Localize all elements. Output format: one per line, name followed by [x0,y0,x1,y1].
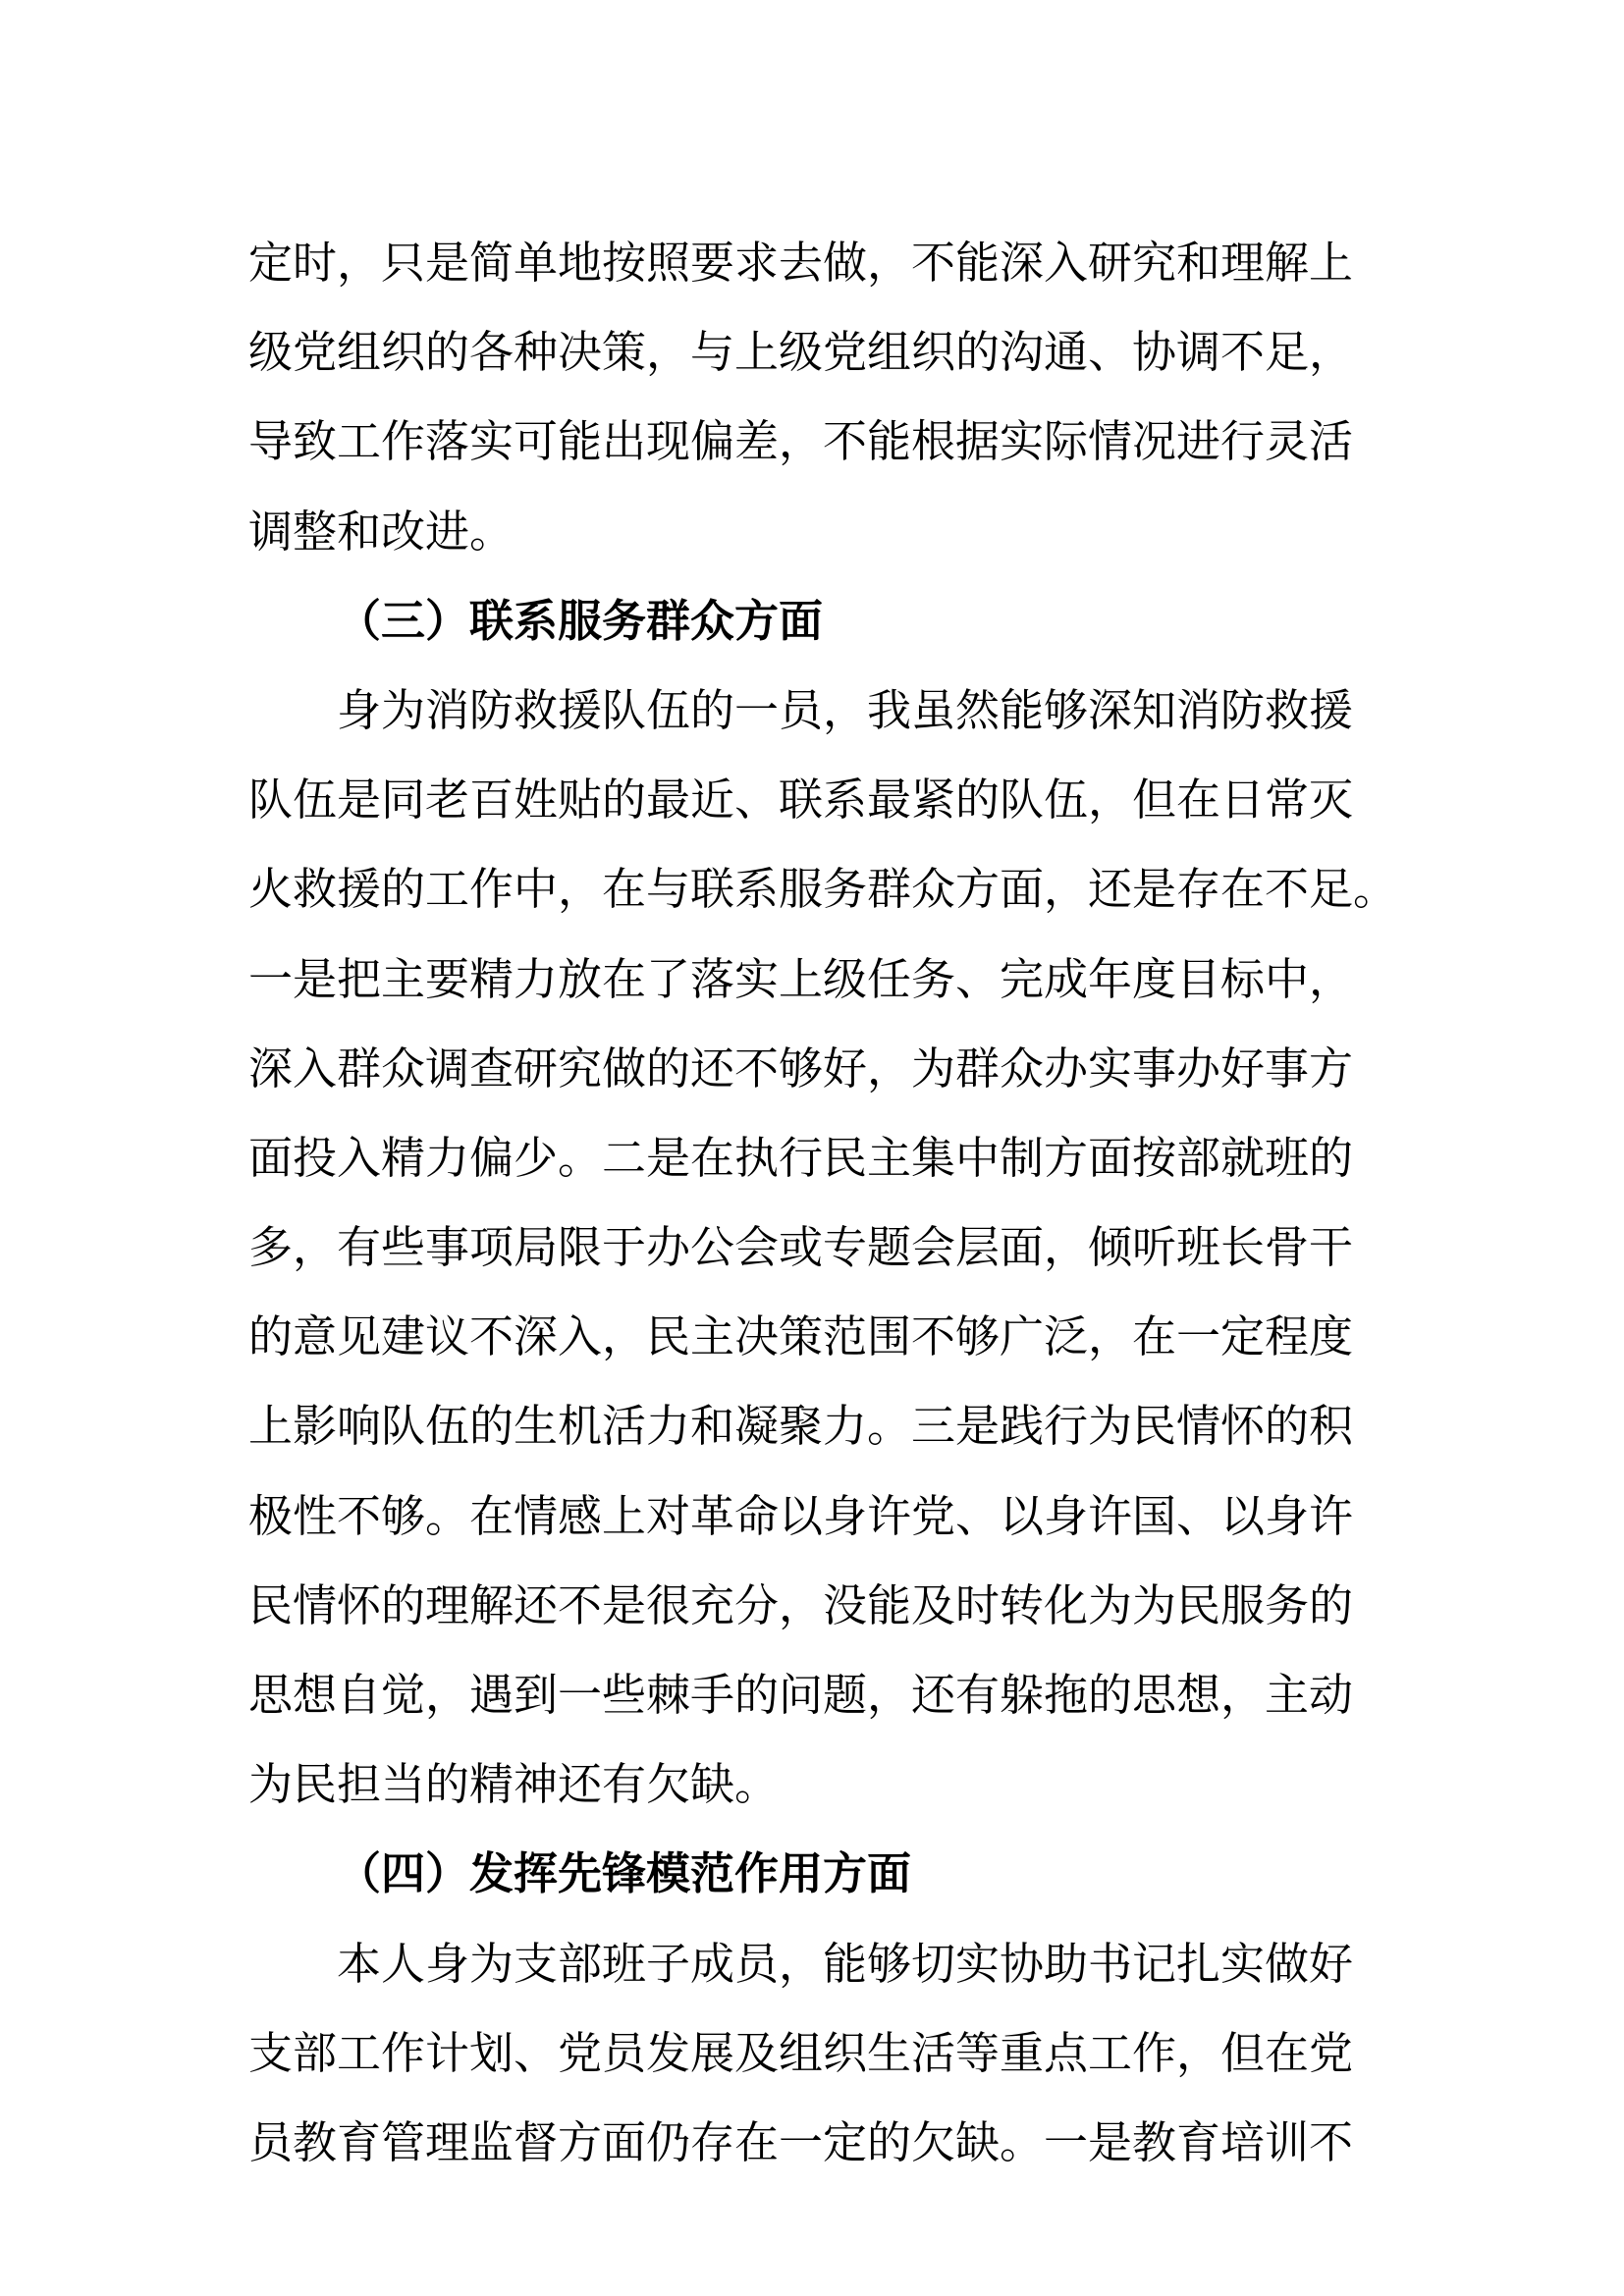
paragraph-line: 极性不够。在情感上对革命以身许党、以身许国、以身许 [248,1489,1354,1542]
paragraph-line: 级党组织的各种决策，与上级党组织的沟通、协调不足， [248,326,1354,379]
paragraph-line: 导致工作落实可能出现偏差，不能根据实际情况进行灵活 [248,415,1354,468]
document-page [248,218,1398,2187]
paragraph-line: 面投入精力偏少。二是在执行民主集中制方面按部就班的 [248,1131,1354,1184]
paragraph-line: 火救援的工作中，在与联系服务群众方面，还是存在不足。 [248,863,1398,916]
paragraph-line: 的意见建议不深入，民主决策范围不够广泛，在一定程度 [248,1310,1354,1363]
paragraph-line: 上影响队伍的生机活力和凝聚力。三是践行为民情怀的积 [248,1400,1354,1453]
paragraph-line: 深入群众调查研究做的还不够好，为群众办实事办好事方 [248,1041,1354,1095]
paragraph-line: 民情怀的理解还不是很充分，没能及时转化为为民服务的 [248,1578,1354,1631]
paragraph-line: 多，有些事项局限于办公会或专题会层面，倾听班长骨干 [248,1221,1354,1274]
paragraph-line: 支部工作计划、党员发展及组织生活等重点工作，但在党 [248,2026,1354,2079]
paragraph-line: 员教育管理监督方面仍存在一定的欠缺。一是教育培训不 [248,2115,1354,2168]
section-heading-3: （三）联系服务群众方面 [337,594,824,647]
paragraph-line: 为民担当的精神还有欠缺。 [248,1758,780,1811]
paragraph-line: 身为消防救援队伍的一员，我虽然能够深知消防救援 [337,683,1354,736]
paragraph-line: 本人身为支部班子成员，能够切实协助书记扎实做好 [337,1937,1354,1990]
paragraph-line: 队伍是同老百姓贴的最近、联系最紧的队伍，但在日常灭 [248,774,1354,827]
section-heading-4: （四）发挥先锋模范作用方面 [337,1847,912,1900]
paragraph-line: 一是把主要精力放在了落实上级任务、完成年度目标中， [248,952,1354,1005]
paragraph-line: 定时，只是简单地按照要求去做，不能深入研究和理解上 [248,237,1354,289]
paragraph-line: 调整和改进。 [248,505,514,558]
paragraph-line: 思想自觉，遇到一些棘手的问题，还有躲拖的思想，主动 [248,1669,1354,1721]
